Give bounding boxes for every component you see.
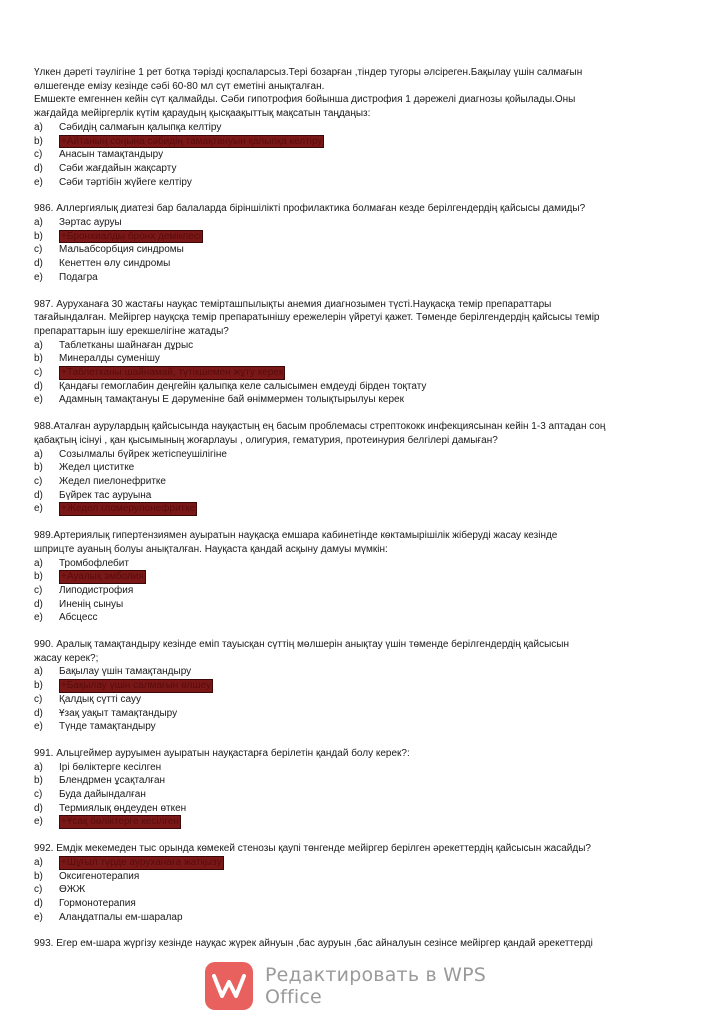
- option-text: Блендрмен ұсақталған: [59, 775, 166, 787]
- question-stem-line: 991. Альцгеймер ауруымен ауыратын науқастарға берілетін қандай болу керек?:: [34, 747, 410, 759]
- option-text: Сәби жағдайын жақсарту: [59, 162, 177, 174]
- option-text: Сәбидің салмағын қалыпқа келтіру: [59, 121, 222, 133]
- option-text: Ірі бөліктерге кесілген: [59, 761, 162, 773]
- option-text: Ұзақ уақыт тамақтандыру: [59, 707, 178, 719]
- option-letter: d): [34, 258, 43, 270]
- option-text: Жедел циститке: [59, 462, 135, 474]
- highlighted-answer-text: +Ауалық эмболия: [61, 571, 144, 583]
- option-letter: c): [34, 884, 43, 896]
- question-stem-line: 986. Аллергиялық диатезі бар балаларда біріншілікті профилактика болмаған кезде берілгендердің қайсысы дамиды?: [34, 203, 586, 215]
- answer-option: [34, 707, 674, 721]
- answer-option: [34, 665, 674, 679]
- option-letter: a): [34, 557, 43, 569]
- option-letter: d): [34, 897, 43, 909]
- option-text: Алаңдатпалы ем-шаралар: [59, 911, 183, 923]
- answer-option: [34, 774, 674, 788]
- option-letter: c): [34, 693, 43, 705]
- answer-option: [34, 448, 674, 462]
- question-stem-line: 988.Аталған аурулардың қайсысында науқастың ең басым проблемасы стрептококк инфекциясынан кейін 1-3 аптадан соң: [34, 421, 606, 433]
- question-stem-line: жасау керек?;: [34, 652, 99, 664]
- question-block: [34, 298, 674, 408]
- option-letter: e): [34, 612, 43, 624]
- answer-option: [34, 598, 674, 612]
- option-letter: e): [34, 503, 43, 515]
- question-stem-line: 987. Ауруханаға 30 жастағы науқас темірташпылықты анемия диагнозымен түсті.Науқасқа темір препараттары: [34, 298, 552, 310]
- option-text: Сәби тәртібін жүйеге келтіру: [59, 176, 192, 188]
- highlighted-answer-text: +Айтаның соңына сәбидің тамақтануын қалыпқа келтіру: [61, 135, 323, 147]
- option-letter: c): [34, 475, 43, 487]
- questions-list: [34, 202, 674, 951]
- option-letter: d): [34, 598, 43, 610]
- option-letter: b): [34, 571, 43, 583]
- answer-option-correct: [34, 815, 674, 829]
- highlighted-answer-text: +Бронхиалды бронх демікпесі: [61, 230, 202, 242]
- question-stem-line: 992. Емдік мекемеден тыс орында көмекей стенозы қаупі төнгенде мейіргер берілген әрекеттердің қайсысын жасайды?: [34, 843, 591, 855]
- option-letter: b): [34, 870, 43, 882]
- question-stem-line: тағайындалған. Мейіргер науқсқа темір препаратынішу ережелерін үйретуі қажет. Төменде берілгендердің қайсысы темір: [34, 312, 600, 324]
- option-letter: e): [34, 394, 43, 406]
- option-text: Иненің сынуы: [59, 598, 124, 610]
- option-text: Жедел пиелонефритке: [59, 475, 166, 487]
- option-text: Липодистрофия: [59, 584, 134, 596]
- wps-edit-banner[interactable]: [205, 958, 545, 1014]
- option-letter: e): [34, 911, 43, 923]
- option-letter: d): [34, 162, 43, 174]
- option-letter: a): [34, 761, 43, 773]
- answer-option: [34, 380, 674, 394]
- answer-option: [34, 870, 674, 884]
- option-letter: e): [34, 271, 43, 283]
- option-text: Бүйрек тас ауруына: [59, 489, 152, 501]
- question-block: [34, 638, 674, 734]
- option-letter: b): [34, 230, 43, 242]
- option-letter: c): [34, 149, 43, 161]
- answer-option: [34, 257, 674, 271]
- answer-option-correct: [34, 230, 674, 244]
- option-letter: a): [34, 121, 43, 133]
- wps-edit-label[interactable]: Редактировать в WPS Office: [265, 964, 486, 1008]
- option-letter: a): [34, 448, 43, 460]
- option-text: Мальабсорбция синдромы: [59, 244, 184, 256]
- highlighted-answer-text: +Ұсақ бөліктерге кесілген: [61, 816, 179, 828]
- answer-option-correct: [34, 135, 674, 149]
- option-text: Минералды суменішу: [59, 353, 160, 365]
- option-letter: e): [34, 721, 43, 733]
- question-block: [34, 202, 674, 284]
- option-text: Таблетканы шайнаған дұрыс: [59, 339, 194, 351]
- option-text: Абсцесс: [59, 612, 98, 624]
- answer-option: [34, 339, 674, 353]
- highlighted-answer-text: +Шұғыл түрде ауруханаға жатқызу: [61, 856, 222, 868]
- question-stem: [34, 66, 674, 121]
- option-letter: a): [34, 666, 43, 678]
- answer-option: [34, 121, 674, 135]
- option-text: Кенеттен өлу синдромы: [59, 258, 171, 270]
- option-text: Зәртас ауруы: [59, 217, 122, 229]
- highlighted-answer-text: +Таблетканы шайнамай, түтікшемен жұту керек: [61, 367, 284, 379]
- answer-option: [34, 802, 674, 816]
- option-letter: d): [34, 489, 43, 501]
- answer-option-correct: [34, 679, 674, 693]
- option-text: ӨЖЖ: [59, 884, 86, 896]
- intro-question: [34, 66, 674, 189]
- answer-option-correct: [34, 570, 674, 584]
- option-letter: d): [34, 380, 43, 392]
- question-block: [34, 937, 674, 951]
- option-letter: a): [34, 339, 43, 351]
- option-letter: b): [34, 775, 43, 787]
- option-text: Оксигенотерапия: [59, 870, 140, 882]
- question-block: [34, 529, 674, 625]
- answer-option: [34, 271, 674, 285]
- answer-option: [34, 176, 674, 190]
- question-stem-line: препараттарын ішу ерекшелігіне жатады?: [34, 325, 229, 337]
- document-page: [34, 66, 674, 951]
- answer-option: [34, 393, 674, 407]
- option-letter: b): [34, 462, 43, 474]
- answer-option: [34, 761, 674, 775]
- answer-option: [34, 461, 674, 475]
- answer-option-correct: [34, 856, 674, 870]
- wps-logo-icon[interactable]: [205, 962, 253, 1010]
- question-block: [34, 420, 674, 516]
- option-letter: c): [34, 244, 43, 256]
- option-text: Бақылау үшін тамақтандыру: [59, 666, 192, 678]
- highlighted-answer-text: +Бақылау үшін салмағын өлшеу: [61, 680, 211, 692]
- question-stem-line: 993. Егер ем-шара жүргізу кезінде науқас жүрек айнуын ,бас ауруын ,бас айналуын сезінсе мейіргер қандай әрекеттерді: [34, 938, 593, 950]
- option-text: Қалдық сүтті сауу: [59, 693, 142, 705]
- option-text: Анасын тамақтандыру: [59, 149, 164, 161]
- answer-option: [34, 911, 674, 925]
- option-letter: c): [34, 584, 43, 596]
- answer-option: [34, 788, 674, 802]
- option-letter: c): [34, 789, 43, 801]
- option-letter: a): [34, 856, 43, 868]
- question-stem-line: Үлкен дәреті тәулігіне 1 рет ботқа тәрізді қоспаларсыз.Тері бозарған ,тіндер тугоры әлсіреген.Бақылау үшін салмағын: [34, 67, 583, 78]
- option-text: Термиялық өңдеуден өткен: [59, 802, 187, 814]
- answer-option: [34, 352, 674, 366]
- option-letter: a): [34, 217, 43, 229]
- answer-option: [34, 243, 674, 257]
- answer-option: [34, 611, 674, 625]
- option-letter: b): [34, 353, 43, 365]
- question-stem-line: 989.Артериялық гипертензиямен ауыратын науқасқа емшара кабинетінде көктамырішілік жіберуді жасау кезінде: [34, 530, 558, 542]
- option-text: Түнде тамақтандыру: [59, 721, 156, 733]
- option-letter: b): [34, 680, 43, 692]
- option-text: Қандағы гемоглабин деңгейін қалыпқа келе салысымен емдеуді бірден тоқтату: [59, 380, 427, 392]
- option-letter: d): [34, 707, 43, 719]
- option-text: Созылмалы бүйрек жетіспеушілігіне: [59, 448, 227, 460]
- option-letter: d): [34, 802, 43, 814]
- answer-option: [34, 489, 674, 503]
- question-stem-line: Емшекте емгеннен кейін сүт қалмайды. Сәби гипотрофия бойынша дистрофия 1 дәрежелі диагнозы қойылады.Оны: [34, 94, 576, 106]
- answer-option: [34, 883, 674, 897]
- options-list: [34, 121, 674, 190]
- highlighted-answer-text: +Жедел гломерулонефритке: [61, 503, 196, 515]
- question-stem-line: жағдайда мейіргерлік күтім қараудың қысқаақыттық мақсатын таңдаңыз:: [34, 108, 371, 120]
- option-letter: e): [34, 176, 43, 188]
- answer-option: [34, 162, 674, 176]
- option-text: Буда дайындалған: [59, 789, 146, 801]
- answer-option: [34, 693, 674, 707]
- option-text: Адамның тамақтануы Е дәруменіне бай өніммермен толықтырылуы керек: [59, 394, 404, 406]
- question-stem-line: 990. Аралық тамақтандыру кезінде еміп тауысқан сүттің мөлшерін анықтау үшін төменде берілгендердің қайсысын: [34, 639, 569, 651]
- answer-option: [34, 584, 674, 598]
- option-letter: e): [34, 816, 43, 828]
- answer-option-correct: [34, 502, 674, 516]
- question-stem-line: өлшегенде емізу кезінде сәбі 60-80 мл сүт еметіні анықталған.: [34, 80, 325, 92]
- answer-option: [34, 475, 674, 489]
- option-letter: b): [34, 135, 43, 147]
- question-stem-line: шприцте ауаның болуы анықталған. Науқаста қандай асқыну дамуы мүмкін:: [34, 543, 388, 555]
- question-stem-line: қабақтың ісінуі , қан қысымының жоғарлауы , олигурия, гематурия, протеинурия белгілері дамыған?: [34, 434, 498, 446]
- answer-option-correct: [34, 366, 674, 380]
- option-text: Тромбофлебит: [59, 557, 129, 569]
- answer-option: [34, 897, 674, 911]
- option-text: Гормонотерапия: [59, 897, 136, 909]
- question-block: [34, 747, 674, 829]
- answer-option: [34, 557, 674, 571]
- answer-option: [34, 720, 674, 734]
- answer-option: [34, 148, 674, 162]
- option-letter: c): [34, 367, 43, 379]
- option-text: Подагра: [59, 271, 98, 283]
- question-block: [34, 842, 674, 924]
- answer-option: [34, 216, 674, 230]
